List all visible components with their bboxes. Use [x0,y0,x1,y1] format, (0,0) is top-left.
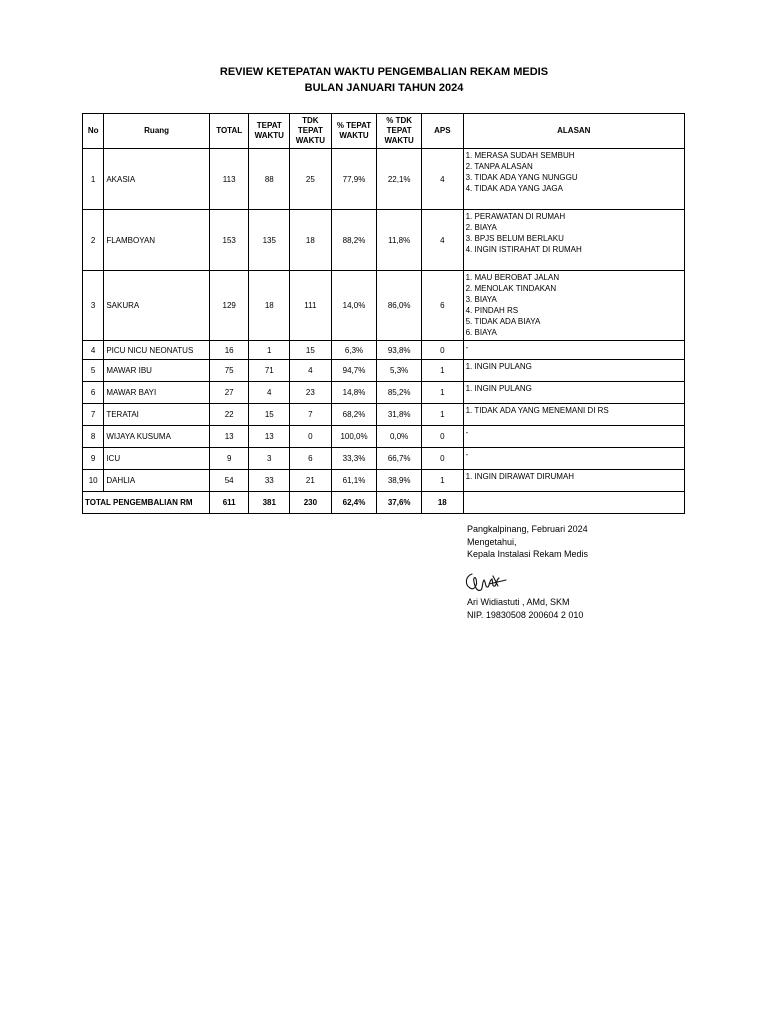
row-no: 3 [83,271,104,341]
row-aps: 0 [422,448,464,470]
reason-item: 4. TIDAK ADA YANG JAGA [465,184,563,193]
row-pct-tepat: 88,2% [331,210,377,271]
header-aps: APS [422,114,464,149]
row-no: 8 [83,426,104,448]
reason-item: 1. INGIN DIRAWAT DIRUMAH [465,472,575,481]
row-no: 6 [83,382,104,404]
row-alasan [463,210,684,271]
row-total: 9 [209,448,249,470]
row-pct-tdk: 93,8% [377,341,422,360]
row-no: 1 [83,149,104,210]
total-pct-tdk: 37,6% [377,492,422,514]
reason-item: 3. BPJS BELUM BERLAKU [465,234,564,243]
row-pct-tdk: 31,8% [377,404,422,426]
handwritten-signature-icon [462,570,508,596]
signature-acknowledged: Mengetahui, [467,537,517,547]
row-aps: 1 [422,382,464,404]
row-total: 16 [209,341,249,360]
row-aps: 4 [422,210,464,271]
row-total: 22 [209,404,249,426]
row-total: 75 [209,360,249,382]
row-alasan [463,382,684,404]
row-no: 4 [83,341,104,360]
row-alasan [463,149,684,210]
reason-item: 3. TIDAK ADA YANG NUNGGU [465,173,578,182]
total-row [83,492,685,514]
table-row [83,149,685,210]
row-pct-tdk: 66,7% [377,448,422,470]
reason-item: - [465,343,469,352]
header-pct-tdk: % TDK TEPAT WAKTU [377,114,422,149]
row-pct-tepat: 33,3% [331,448,377,470]
header-pct-tepat: % TEPAT WAKTU [331,114,377,149]
row-pct-tepat: 61,1% [331,470,377,492]
row-pct-tepat: 68,2% [331,404,377,426]
table-row [83,382,685,404]
reason-item: - [465,428,469,437]
row-pct-tepat: 94,7% [331,360,377,382]
total-pct-tepat: 62,4% [331,492,377,514]
table-header-row [83,114,685,149]
row-no: 10 [83,470,104,492]
row-ruang: MAWAR IBU [104,360,210,382]
document-subtitle: BULAN JANUARI TAHUN 2024 [304,82,464,94]
table-row [83,210,685,271]
row-pct-tdk: 0,0% [377,426,422,448]
row-tepat: 3 [249,448,290,470]
total-alasan [463,492,684,514]
row-ruang: FLAMBOYAN [104,210,210,271]
row-tepat: 88 [249,149,290,210]
reason-item: 6. BIAYA [465,328,497,337]
header-tdk-tepat-waktu: TDK TEPAT WAKTU [290,114,332,149]
reason-item: 5. TIDAK ADA BIAYA [465,317,541,326]
row-total: 27 [209,382,249,404]
row-pct-tepat: 77,9% [331,149,377,210]
row-pct-tdk: 11,8% [377,210,422,271]
row-total: 54 [209,470,249,492]
row-tepat: 4 [249,382,290,404]
row-pct-tdk: 22,1% [377,149,422,210]
table-row [83,271,685,341]
row-alasan [463,271,684,341]
total-label: TOTAL PENGEMBALIAN RM [83,492,210,514]
reason-item: 1. MAU BEROBAT JALAN [465,273,560,282]
row-no: 5 [83,360,104,382]
total-tdk: 230 [290,492,332,514]
row-tepat: 71 [249,360,290,382]
reason-item: 3. BIAYA [465,295,497,304]
header-total: TOTAL [209,114,249,149]
table-row [83,360,685,382]
header-no: No [83,114,104,149]
row-aps: 1 [422,404,464,426]
row-ruang: DAHLIA [104,470,210,492]
signature-position: Kepala Instalasi Rekam Medis [467,549,589,559]
table-row [83,341,685,360]
table-row [83,448,685,470]
row-aps: 4 [422,149,464,210]
total-tepat: 381 [249,492,290,514]
row-alasan [463,404,684,426]
row-tdk: 15 [290,341,332,360]
row-ruang: WIJAYA KUSUMA [104,426,210,448]
row-tdk: 21 [290,470,332,492]
row-tepat: 135 [249,210,290,271]
row-pct-tepat: 14,0% [331,271,377,341]
row-pct-tdk: 86,0% [377,271,422,341]
row-pct-tdk: 5,3% [377,360,422,382]
row-aps: 1 [422,360,464,382]
reason-item: 1. INGIN PULANG [465,362,532,371]
table-row [83,404,685,426]
table-row [83,470,685,492]
header-ruang: Ruang [104,114,210,149]
document-title: REVIEW KETEPATAN WAKTU PENGEMBALIAN REKAM MEDIS [219,66,549,78]
row-aps: 1 [422,470,464,492]
row-tepat: 13 [249,426,290,448]
row-alasan [463,426,684,448]
header-tepat-waktu: TEPAT WAKTU [249,114,290,149]
reason-item: - [465,450,469,459]
header-alasan: ALASAN [463,114,684,149]
row-tdk: 0 [290,426,332,448]
row-pct-tepat: 14,8% [331,382,377,404]
row-total: 153 [209,210,249,271]
row-ruang: ICU [104,448,210,470]
total-aps: 18 [422,492,464,514]
row-tdk: 111 [290,271,332,341]
row-total: 129 [209,271,249,341]
signature-nip: NIP. 19830508 200604 2 010 [467,610,584,620]
row-ruang: AKASIA [104,149,210,210]
row-ruang: PICU NICU NEONATUS [104,341,210,360]
row-alasan [463,360,684,382]
reason-item: 2. BIAYA [465,223,497,232]
row-tdk: 7 [290,404,332,426]
row-pct-tdk: 38,9% [377,470,422,492]
row-aps: 0 [422,426,464,448]
row-tdk: 18 [290,210,332,271]
row-tdk: 23 [290,382,332,404]
row-pct-tdk: 85,2% [377,382,422,404]
reason-item: 2. MENOLAK TINDAKAN [465,284,557,293]
row-alasan [463,341,684,360]
row-total: 13 [209,426,249,448]
row-aps: 0 [422,341,464,360]
row-ruang: SAKURA [104,271,210,341]
row-tepat: 15 [249,404,290,426]
signature-place-date: Pangkalpinang, Februari 2024 [467,524,588,534]
total-total: 611 [209,492,249,514]
row-no: 9 [83,448,104,470]
row-pct-tepat: 6,3% [331,341,377,360]
row-aps: 6 [422,271,464,341]
table-row [83,426,685,448]
reason-item: 4. PINDAH RS [465,306,519,315]
row-alasan [463,448,684,470]
row-tepat: 1 [249,341,290,360]
row-tepat: 33 [249,470,290,492]
row-total: 113 [209,149,249,210]
signature-name: Ari Widiastuti , AMd, SKM [467,597,570,607]
row-tdk: 6 [290,448,332,470]
row-tepat: 18 [249,271,290,341]
row-ruang: TERATAI [104,404,210,426]
reason-item: 1. MERASA SUDAH SEMBUH [465,151,575,160]
reason-item: 2. TANPA ALASAN [465,162,533,171]
row-alasan [463,470,684,492]
row-tdk: 25 [290,149,332,210]
reason-item: 1. INGIN PULANG [465,384,532,393]
row-ruang: MAWAR BAYI [104,382,210,404]
reason-item: 1. TIDAK ADA YANG MENEMANI DI RS [465,406,609,415]
reason-item: 4. INGIN ISTIRAHAT DI RUMAH [465,245,582,254]
return-review-table [82,113,685,514]
row-no: 7 [83,404,104,426]
row-tdk: 4 [290,360,332,382]
row-no: 2 [83,210,104,271]
reason-item: 1. PERAWATAN DI RUMAH [465,212,566,221]
row-pct-tepat: 100,0% [331,426,377,448]
